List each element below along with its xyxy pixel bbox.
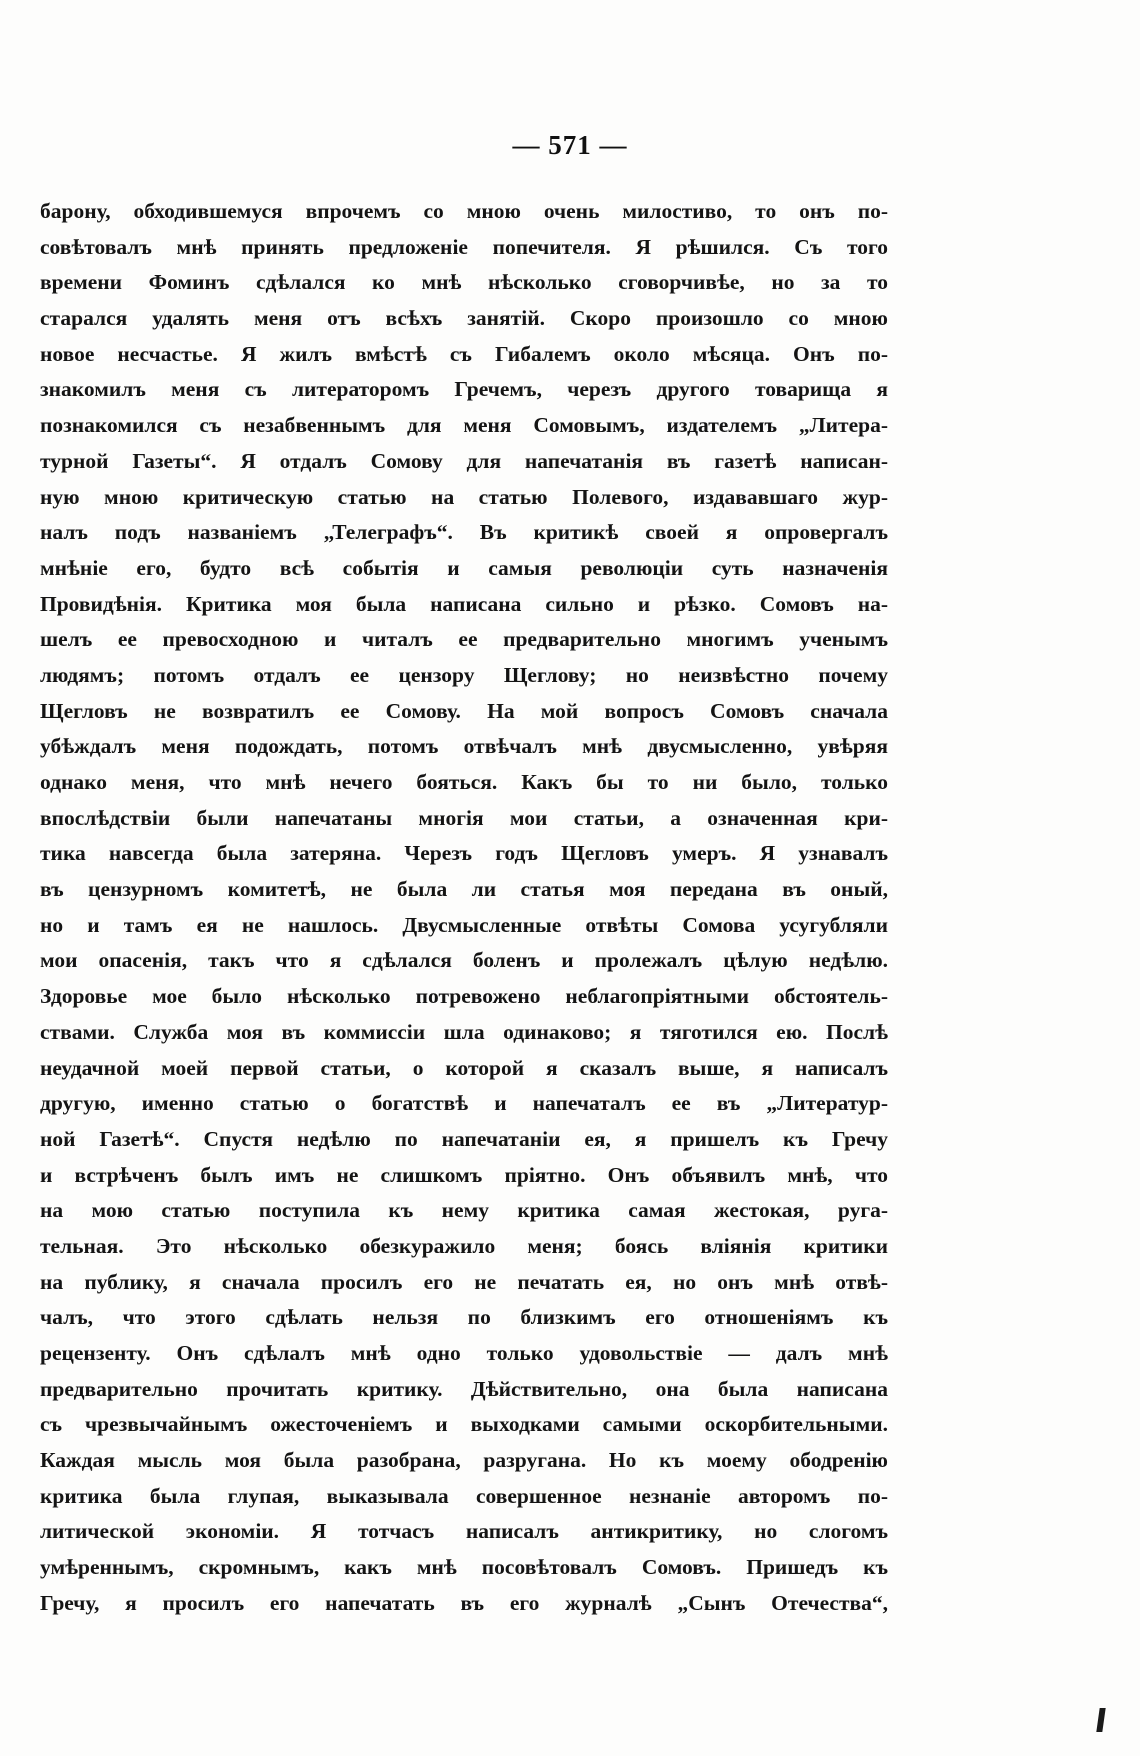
text-line: и встрѣченъ былъ имъ не слишкомъ пріятно. Онъ объявилъ мнѣ, что bbox=[40, 1162, 888, 1187]
text-line: ной Газетѣ“. Спустя недѣлю по напечатаніи ея, я пришелъ къ Гречу bbox=[40, 1126, 888, 1151]
text-line: мои опасенія, такъ что я сдѣлался боленъ и пролежалъ цѣлую недѣлю. bbox=[40, 948, 888, 973]
text-line: людямъ; потомъ отдалъ ее цензору Щеглову; но неизвѣстно почему bbox=[40, 662, 888, 687]
text-line: тельная. Это нѣсколько обезкуражило меня; боясь вліянія критики bbox=[40, 1233, 888, 1258]
text-line: неудачной моей первой статьи, о которой я сказалъ выше, я написалъ bbox=[40, 1055, 888, 1080]
text-line: но и тамъ ея не нашлось. Двусмысленные отвѣты Сомова усугубляли bbox=[40, 912, 888, 937]
text-line: въ цензурномъ комитетѣ, не была ли статья моя передана въ оный, bbox=[40, 877, 888, 902]
text-line: старался удалять меня отъ всѣхъ занятій. Скоро произошло со мною bbox=[40, 306, 888, 331]
body-text bbox=[40, 194, 888, 1622]
text-line: ную мною критическую статью на статью Полевого, издававшаго жур- bbox=[40, 484, 888, 509]
text-line: предварительно прочитать критику. Дѣйствительно, она была написана bbox=[40, 1376, 888, 1401]
text-line: на публику, я сначала просилъ его не печатать ея, но онъ мнѣ отвѣ- bbox=[40, 1269, 888, 1294]
text-line: убѣждалъ меня подождать, потомъ отвѣчалъ мнѣ двусмысленно, увѣряя bbox=[40, 734, 888, 759]
page-number: — 571 — bbox=[512, 130, 628, 160]
text-line: Каждая мысль моя была разобрана, разругана. Но къ моему ободренію bbox=[40, 1448, 888, 1473]
text-line: Здоровье мое было нѣсколько потревожено неблагопріятными обстоятель- bbox=[40, 984, 888, 1009]
text-line: тика навсегда была затеряна. Черезъ годъ Щегловъ умеръ. Я узнавалъ bbox=[40, 841, 888, 866]
text-line: барону, обходившемуся впрочемъ со мною очень милостиво, то онъ по- bbox=[40, 199, 888, 223]
text-line: на мою статью поступила къ нему критика самая жестокая, руга- bbox=[40, 1198, 888, 1223]
text-line: съ чрезвычайнымъ ожесточеніемъ и выходками самыми оскорбительными. bbox=[40, 1412, 888, 1437]
text-line: времени Фоминъ сдѣлался ко мнѣ нѣсколько сговорчивѣе, но за то bbox=[40, 270, 888, 295]
text-line: впослѣдствіи были напечатаны многія мои статьи, а означенная кри- bbox=[40, 805, 888, 830]
text-line: ствами. Служба моя въ коммиссіи шла одинаково; я тяготился ею. Послѣ bbox=[40, 1019, 888, 1044]
text-line: чалъ, что этого сдѣлать нельзя по близкимъ его отношеніямъ къ bbox=[40, 1305, 888, 1330]
text-line: мнѣніе его, будто всѣ событія и самыя революціи суть назначенія bbox=[40, 555, 888, 580]
text-line: литической экономіи. Я тотчасъ написалъ антикритику, но слогомъ bbox=[40, 1519, 888, 1544]
text-line: совѣтовалъ мнѣ принять предложеніе попечителя. Я рѣшился. Съ того bbox=[40, 234, 888, 259]
text-line: Гречу, я просилъ его напечатать въ его журналѣ „Сынъ Отечества“, bbox=[40, 1590, 888, 1615]
text-line: Провидѣнія. Критика моя была написана сильно и рѣзко. Сомовъ на- bbox=[40, 591, 888, 616]
text-line: критика была глупая, выказывала совершенное незнаніе авторомъ по- bbox=[40, 1483, 888, 1508]
text-line: однако меня, что мнѣ нечего бояться. Какъ бы то ни было, только bbox=[40, 770, 888, 794]
text-line: Щегловъ не возвратилъ ее Сомову. На мой вопросъ Сомовъ сначала bbox=[40, 698, 888, 723]
text-line: шелъ ее превосходною и читалъ ее предварительно многимъ ученымъ bbox=[40, 627, 888, 652]
text-line: познакомился съ незабвеннымъ для меня Сомовымъ, издателемъ „Литера- bbox=[40, 413, 888, 438]
text-line: умѣреннымъ, скромнымъ, какъ мнѣ посовѣтовалъ Сомовъ. Пришедъ къ bbox=[40, 1555, 888, 1580]
text-line: новое несчастье. Я жилъ вмѣстѣ съ Гибалемъ около мѣсяца. Онъ по- bbox=[40, 341, 888, 366]
text-line: турной Газеты“. Я отдалъ Сомову для напечатанія въ газетѣ написан- bbox=[40, 448, 888, 473]
text-line: налъ подъ названіемъ „Телеграфъ“. Въ критикѣ своей я опровергалъ bbox=[40, 520, 888, 545]
text-line: рецензенту. Онъ сдѣлалъ мнѣ одно только удовольствіе — далъ мнѣ bbox=[40, 1341, 888, 1365]
text-line: другую, именно статью о богатствѣ и напечаталъ ее въ „Литератур- bbox=[40, 1091, 888, 1116]
margin-ink-mark bbox=[1096, 1708, 1105, 1732]
text-line: знакомилъ меня съ литераторомъ Гречемъ, черезъ другого товарища я bbox=[40, 377, 888, 402]
